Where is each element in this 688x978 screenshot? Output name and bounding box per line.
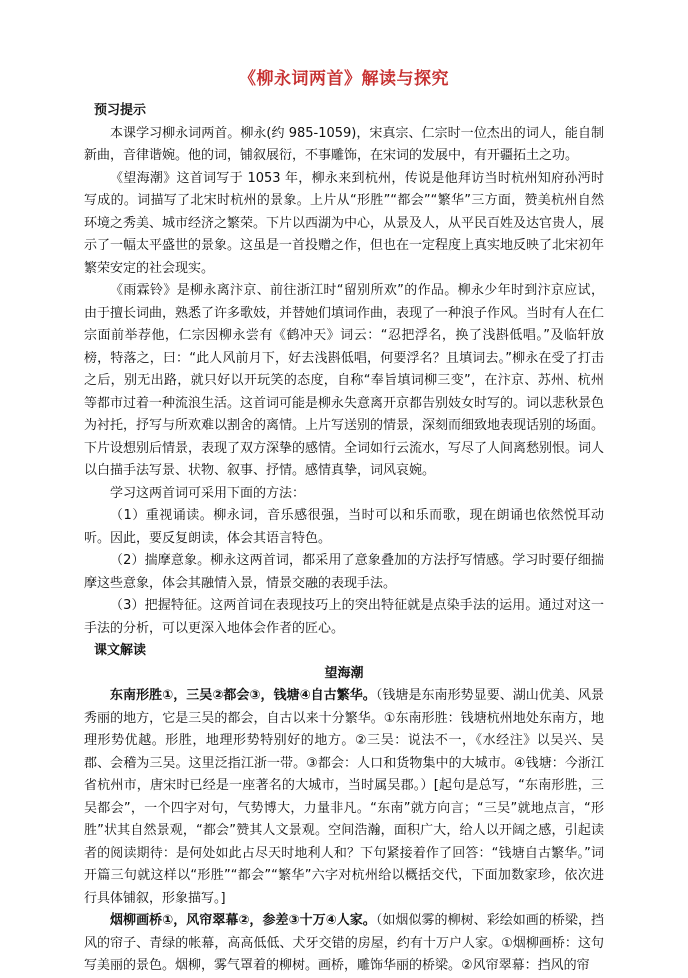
- section-heading-text: 课文解读: [94, 643, 147, 658]
- text-paragraph: [84, 910, 604, 978]
- preview-paragraph: （3）把握特征。这两首词在表现技巧上的突出特征就是点染手法的运用。通过对这一手法的分析，可以更深入地体会作者的匠心。: [84, 598, 604, 636]
- poem-line: 东南形胜①，三吴②都会③，钱塘④自古繁华。: [110, 688, 376, 703]
- preview-paragraph: 学习这两首词可采用下面的方法：: [110, 485, 306, 501]
- text-paragraph: [84, 685, 604, 910]
- poem-title: 望海潮: [324, 665, 364, 681]
- preview-paragraph: 本课学习柳永词两首。柳永(约 985-1059)，宋真宗、仁宗时一位杰出的词人，能自制新曲，音律谐婉。他的词，铺叙展衍，不事雕饰，在宋词的发展中，有开疆拓土之功。: [84, 125, 604, 163]
- preview-paragraph: 《望海潮》这首词写于 1053 年，柳永来到杭州，传说是他拜访当时杭州知府孙沔时写成的。词描写了北宋时杭州的景象。上片从“形胜”“都会”“繁华”三方面，赞美杭州自然环境之秀美、城市经济之繁荣。下片以西湖为中心，从景及人，从平民百姓及达官贵人，展示了一幅太平盛世的景象。这虽是一首投赠之作，但也在一定程度上真实地反映了北宋初年繁荣安定的社会现实。: [84, 170, 605, 276]
- poem-line: 烟柳画桥①，风帘翠幕②，参差③十万④人家。: [110, 913, 376, 928]
- commentary: （如烟似雾的柳树、彩绘如画的桥梁，挡风的帘子、青绿的帐幕，高高低低、犬牙交错的房屋，约有十万户人家。①烟柳画桥：这句写美丽的景色。烟柳，雾气罩着的柳树。画桥，雕饰华丽的桥梁。②风帘翠幕：挡风的帘: [84, 913, 604, 973]
- preview-paragraph: 《雨霖铃》是柳永离汴京、前往浙江时“留别所欢”的作品。柳永少年时到汴京应试，由于擅长词曲，熟悉了许多歌妓，并替她们填词作曲，表现了一种浪子作风。当时有人在仁宗面前举荐他，仁宗因柳永尝有《鹤冲天》词云：“忍把浮名，换了浅斟低唱。”及临轩放榜，特落之，曰：“此人风前月下，好去浅斟低唱，何要浮名？且填词去。”柳永在受了打击之后，别无出路，就只好以开玩笑的态度，自称“奉旨填词柳三变”，在汴京、苏州、杭州等都市过着一种流浪生活。这首词可能是柳永失意离开京都告别妓女时写的。词以悲秋景色为衬托，抒写与所欢难以割舍的离情。上片写送别的情景，深刻而细致地表现话别的场面。下片设想别后情景，表现了双方深挚的感情。全词如行云流水，写尽了人间离愁别恨。词人以白描手法写景、状物、叙事、抒情。感情真挚，词风哀婉。: [84, 283, 605, 478]
- document-body: [84, 100, 604, 978]
- section-heading-preview: 预习提示: [94, 103, 147, 118]
- preview-paragraph: （2）揣摩意象。柳永这两首词，都采用了意象叠加的方法抒写情感。学习时要仔细揣摩这些意象，体会其融情入景，情景交融的表现手法。: [84, 553, 604, 591]
- commentary: （钱塘是东南形势显要、湖山优美、风景秀丽的地方，它是三吴的都会，自古以来十分繁华。①东南形胜：钱塘杭州地处东南方，地理形势优越。形胜，地理形势特别好的地方。②三吴：说法不一，《水经注》以吴兴、吴郡、会稽为三吴。这里泛指江浙一带。③都会：人口和货物集中的大城市。④钱塘：今浙江省杭州市，唐宋时已经是一座著名的大城市，当时属吴郡。）[起句是总写，“东南形胜，三吴都会”，一个四字对句，气势博大，力量非凡。“东南”就方向言；“三吴”就地点言，“形胜”状其自然景观，“都会”赞其人文景观。空间浩瀚，面积广大，给人以开阔之感，引起读者的阅读期待：是何处如此占尽天时地利人和？下句紧接着作了回答：“钱塘自古繁华。”词开篇三句就这样以“形胜”“都会”“繁华”六字对杭州给以概括交代，下面加数家珍，依次进行具体铺叙，形象描写。]: [84, 688, 604, 906]
- document-title: 《柳永词两首》解读与探究: [239, 69, 449, 89]
- preview-paragraph: （1）重视诵读。柳永词，音乐感很强，当时可以和乐而歌，现在朗诵也依然悦耳动听。因此，要反复朗读，体会其语言特色。: [84, 508, 604, 546]
